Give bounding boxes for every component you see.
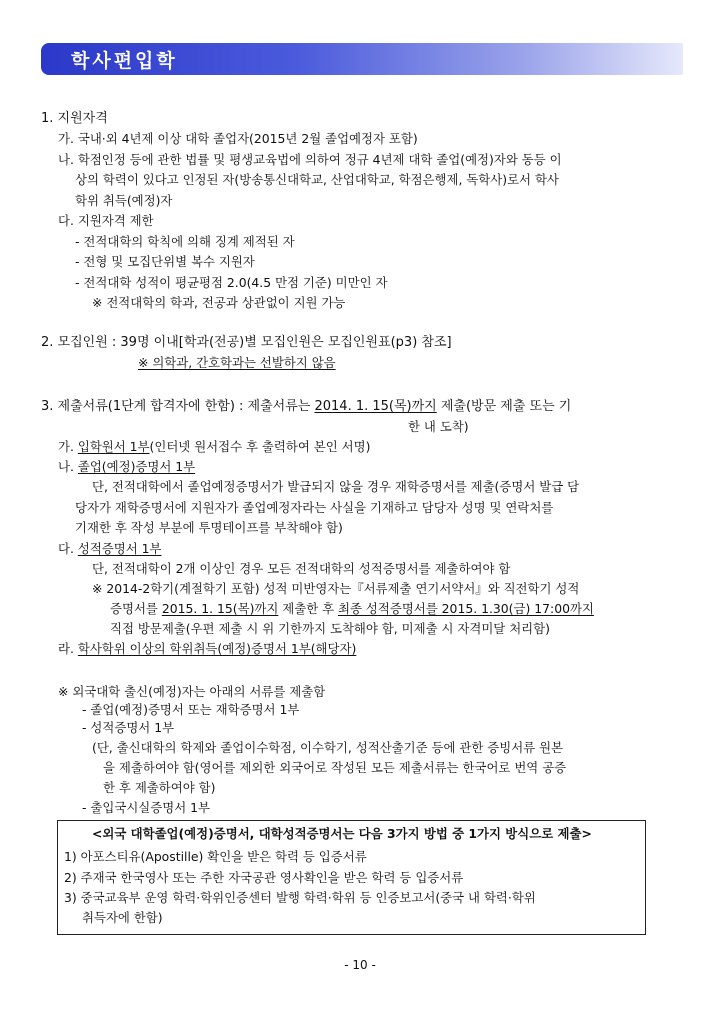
s3-da-3-date: 2015. 1. 15(목)까지 <box>161 601 279 616</box>
s3-da-2: ※ 2014-2학기(계절학기 포함) 성적 미반영자는『서류제출 연기서약서』와 직전학기 성적 <box>92 581 580 596</box>
s3-ra <box>58 640 356 657</box>
s1-bullet-2: - 전형 및 모집단위별 복수 지원자 <box>75 254 255 269</box>
s3-da-3 <box>110 600 594 617</box>
s3-na-2: 당자가 재학증명서에 지원자가 졸업예정자라는 사실을 기재하고 담당자 성명 및 연락처를 <box>75 500 554 515</box>
s3-na <box>58 458 195 475</box>
foreign-item-1: - 졸업(예정)증명서 또는 재학증명서 1부 <box>82 702 300 717</box>
s3-heading-2: 한 내 도착) <box>408 419 469 434</box>
s3-da-3a: 증명서를 <box>110 601 162 616</box>
s1-na-2: 상의 학력이 있다고 인정된 자(방송통신대학교, 산업대학교, 학점은행제, 독학사)로서 학사 <box>75 172 559 187</box>
s1-heading: 1. 지원자격 <box>41 111 108 126</box>
box-option-1: 1) 아포스티유(Apostille) 확인을 받은 학력 등 입증서류 <box>64 849 367 864</box>
s3-ga <box>58 438 370 455</box>
foreign-item-2: - 성적증명서 1부 <box>82 720 175 735</box>
s3-da-label: 다. <box>58 541 78 556</box>
box-option-2: 2) 주재국 한국영사 또는 주한 자국공관 영사확인을 받은 학력 등 입증서류 <box>64 870 464 885</box>
s1-ga: 가. 국내·외 4년제 이상 대학 졸업자(2015년 2월 졸업예정자 포함) <box>58 131 418 146</box>
box-option-3b: 취득자에 한함) <box>82 910 163 925</box>
s3-heading-a: 3. 제출서류(1단계 합격자에 한함) : 제출서류는 <box>41 399 315 414</box>
s3-na-label: 나. <box>58 459 78 474</box>
s3-ga-doc: 입학원서 1부 <box>77 439 150 454</box>
s3-da-doc: 성적증명서 1부 <box>77 541 162 556</box>
s3-ga-label: 가. <box>58 439 78 454</box>
s3-ra-doc: 학사학위 이상의 학위취득(예정)증명서 1부(해당자) <box>77 641 357 656</box>
s3-na-doc: 졸업(예정)증명서 1부 <box>77 459 196 474</box>
s3-da-1: 단, 전적대학이 2개 이상인 경우 모든 전적대학의 성적증명서를 제출하여야 함 <box>92 561 511 576</box>
submission-methods-box <box>57 820 646 935</box>
s3-deadline: 2014. 1. 15(목)까지 <box>314 399 437 414</box>
foreign-item-3: - 출입국시실증명서 1부 <box>82 800 210 815</box>
foreign-paren-2: 을 제출하여야 함(영어를 제외한 외국어로 작성된 모든 제출서류는 한국어로 번역 공증 <box>103 760 567 775</box>
s3-ra-label: 라. <box>58 641 78 656</box>
s2-heading: 2. 모집인원 : 39명 이내[학과(전공)별 모집인원은 모집인원표(p3) 참조] <box>41 335 452 350</box>
s2-note: ※ 의학과, 간호학과는 선발하지 않음 <box>138 355 336 370</box>
s1-na-1: 나. 학점인정 등에 관한 법률 및 평생교육법에 의하여 정규 4년제 대학 졸업(예정)자와 동등 이 <box>58 152 562 167</box>
s3-heading-b: 제출(방문 제출 또는 기 <box>436 399 572 414</box>
foreign-intro: ※ 외국대학 출신(예정)자는 아래의 서류를 제출함 <box>58 684 326 699</box>
s3-da-3b: 제출한 후 <box>278 601 339 616</box>
s3-ga-rest: (인터넷 원서접수 후 출력하여 본인 서명) <box>149 439 371 454</box>
box-option-3a: 3) 중국교육부 운영 학력·학위인증센터 발행 학력·학위 등 인증보고서(중국 내 학력·학위 <box>64 890 536 905</box>
page-number: - 10 - <box>344 958 376 972</box>
s3-da <box>58 540 162 557</box>
s1-bullet-1: - 전적대학의 학칙에 의해 징계 제적된 자 <box>75 234 295 249</box>
s1-note: ※ 전적대학의 학과, 전공과 상관없이 지원 가능 <box>92 295 346 310</box>
s1-bullet-3: - 전적대학 성적이 평균평점 2.0(4.5 만점 기준) 미만인 자 <box>75 275 388 290</box>
box-title: <외국 대학졸업(예정)증명서, 대학성적증명서는 다음 3가지 방법 중 1가지 방식으로 제출> <box>92 826 592 841</box>
s1-da: 다. 지원자격 제한 <box>58 213 154 228</box>
foreign-paren-3: 한 후 제출하여야 함) <box>103 780 216 795</box>
foreign-paren-1: (단, 출신대학의 학제와 졸업이수학점, 이수학기, 성적산출기준 등에 관한 증빙서류 원본 <box>92 740 564 755</box>
s3-na-3: 기재한 후 작성 부분에 투명테이프를 부착해야 함) <box>75 520 343 535</box>
s3-heading <box>41 398 571 415</box>
banner-title: 학사편입학 <box>71 50 178 72</box>
s3-da-3-final: 최종 성적증명서를 2015. 1.30(금) 17:00까지 <box>338 601 594 616</box>
s1-na-3: 학위 취득(예정)자 <box>75 193 173 208</box>
s3-da-4: 직접 방문제출(우편 제출 시 위 기한까지 도착해야 함, 미제출 시 자격미달 처리함) <box>110 621 550 636</box>
s3-na-1: 단, 전적대학에서 졸업예정증명서가 발급되지 않을 경우 재학증명서를 제출(증명서 발급 담 <box>92 479 580 494</box>
section-banner <box>41 43 683 75</box>
